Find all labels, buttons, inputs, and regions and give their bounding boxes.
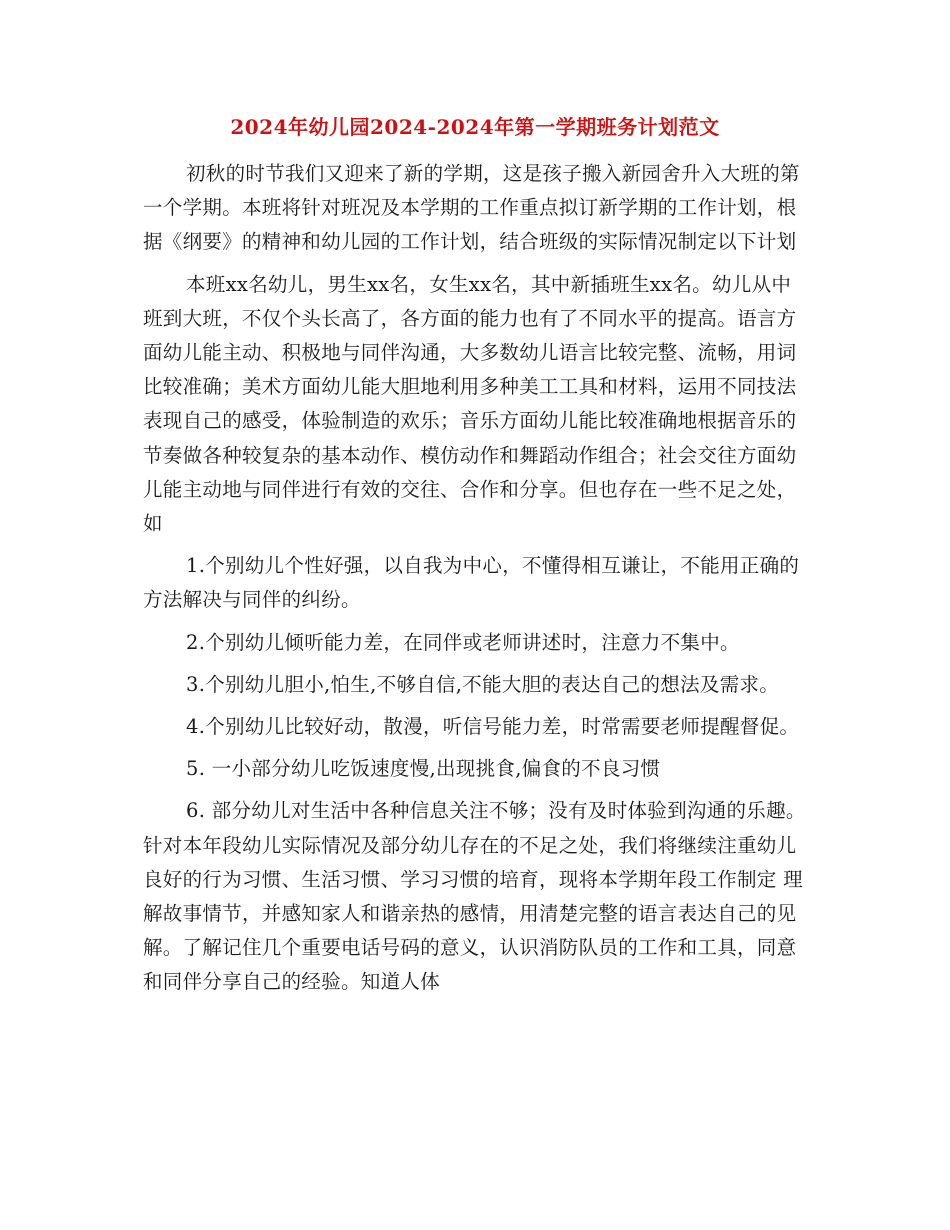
list-item-3: 3.个别幼儿胆小,怕生,不够自信,不能大胆的表达自己的想法及需求。	[186, 672, 780, 696]
document-body	[143, 157, 807, 1008]
list-item-1: 1.个别幼儿个性好强，以自我为中心，不懂得相互谦让，不能用正确的方法解决与同伴的纠纷。	[143, 554, 800, 612]
list-item-4: 4.个别幼儿比较好动，散漫，听信号能力差，时常需要老师提醒督促。	[186, 715, 800, 739]
list-item-2: 2.个别幼儿倾听能力差，在同伴或老师讲述时，注意力不集中。	[186, 630, 740, 654]
list-item-5: 5. 一小部分幼儿吃饭速度慢,出现挑食,偏食的不良习惯	[186, 757, 661, 781]
list-item-6: 6. 部分幼儿对生活中各种信息关注不够；没有及时体验到沟通的乐趣。 针对本年段幼儿实际情况及部分幼儿存在的不足之处，我们将继续注重幼儿良好的行为习惯、生活习惯、学习习惯的培育，现将本学期年段工作制定 理解故事情节，并感知家人和谐亲热的感情，用清楚完整的语言表达自己的见解。了解记住几个重要电话号码的意义，认识消防队员的工作和工具，同意和同伴分享自己的经验。知道人体	[143, 799, 806, 994]
intro-paragraph: 初秋的时节我们又迎来了新的学期，这是孩子搬入新园舍升入大班的第一个学期。本班将针对班况及本学期的工作重点拟订新学期的工作计划，根据《纲要》的精神和幼儿园的工作计划，结合班级的实际情况制定以下计划	[143, 162, 800, 254]
class-situation-paragraph: 本班xx名幼儿，男生xx名，女生xx名，其中新插班生xx名。幼儿从中班到大班，不仅个头长高了，各方面的能力也有了不同水平的提高。语言方面幼儿能主动、积极地与同伴沟通，大多数幼儿语言比较完整、流畅，用词比较准确；美术方面幼儿能大胆地利用多种美工工具和材料，运用不同技法表现自己的感受，体验制造的欢乐；音乐方面幼儿能比较准确地根据音乐的节奏做各种较复杂的基本动作、模仿动作和舞蹈动作组合；社会交往方面幼儿能主动地与同伴进行有效的交往、合作和分享。但也存在一些不足之处，如	[143, 272, 797, 536]
document-title: 2024年幼儿园2024-2024年第一学期班务计划范文	[230, 115, 720, 139]
